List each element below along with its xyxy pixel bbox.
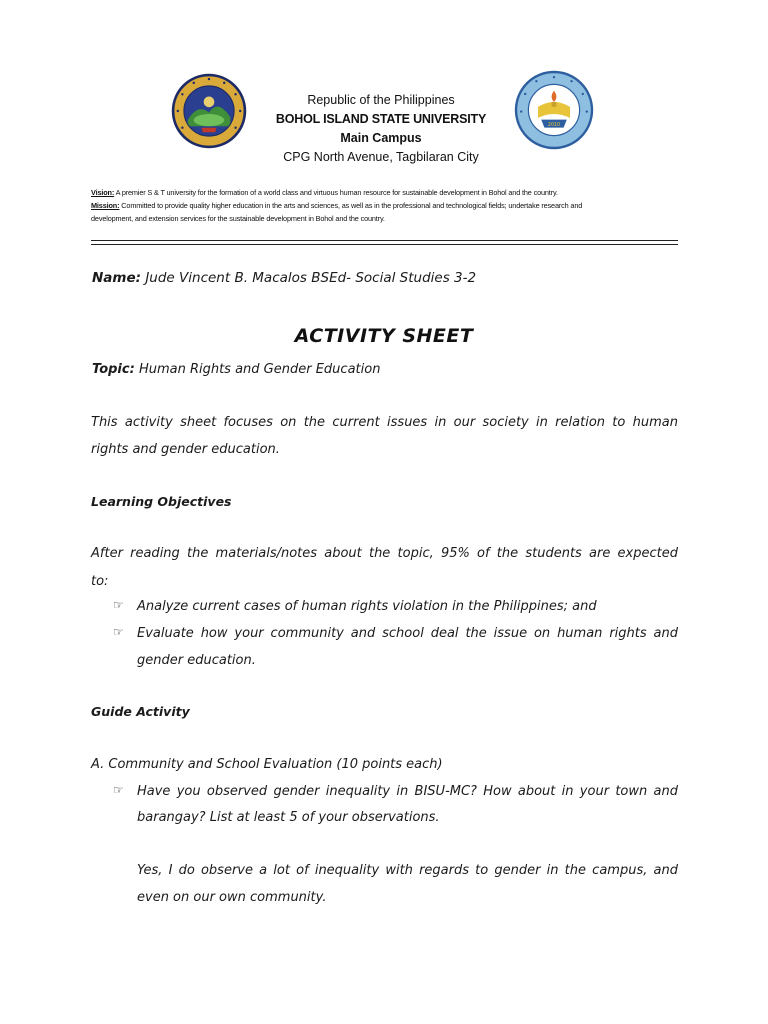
objective-item-1: Analyze current cases of human rights violation in the Philippines; and — [137, 599, 597, 614]
student-name-line — [92, 272, 476, 286]
question-line-1: Have you observed gender inequality in BISU-MC? How about in your town and — [137, 784, 678, 799]
pointing-hand-icon: ☞ — [113, 783, 124, 797]
header-divider-bottom — [91, 244, 678, 245]
learning-objectives-heading: Learning Objectives — [91, 494, 232, 509]
objectives-lead-line-2: to: — [91, 574, 109, 589]
answer-line-1: Yes, I do observe a lot of inequality with regards to gender in the campus, and — [137, 863, 678, 878]
college-seal-icon — [514, 70, 594, 150]
pointing-hand-icon: ☞ — [113, 598, 124, 612]
header-divider-top — [91, 240, 678, 241]
mission-text-line-2: development, and extension services for the sustainable development in Bohol and the country. — [91, 214, 385, 223]
mission-label: Mission: — [91, 201, 120, 210]
question-line-2: barangay? List at least 5 of your observations. — [137, 810, 440, 825]
answer-line-2: even on our own community. — [137, 890, 327, 905]
header-campus: Main Campus — [340, 131, 422, 145]
intro-line-2: rights and gender education. — [91, 442, 280, 457]
topic-label: Topic: — [92, 362, 135, 377]
vision-statement — [91, 186, 681, 199]
vision-text: A premier S & T university for the formation of a world class and virtuous human resource for sustainable development in Bohol and the country. — [115, 188, 558, 197]
university-seal-graphic — [171, 73, 247, 149]
name-label: Name: — [92, 270, 142, 286]
name-value: Jude Vincent B. Macalos BSEd- Social Studies 3-2 — [145, 270, 477, 286]
topic-value: Human Rights and Gender Education — [138, 362, 381, 377]
intro-line-1: This activity sheet focuses on the current issues in our society in relation to human — [91, 415, 678, 430]
pointing-hand-icon: ☞ — [113, 625, 124, 639]
section-a-heading: A. Community and School Evaluation (10 points each) — [91, 757, 443, 772]
objective-item-2-line-1: Evaluate how your community and school deal the issue on human rights and — [137, 626, 678, 641]
guide-activity-heading: Guide Activity — [91, 704, 190, 719]
mission-text-line-1: Committed to provide quality higher education in the arts and sciences, as well as in the professional and technological fields; undertake research and — [121, 201, 583, 210]
objectives-lead-line-1: After reading the materials/notes about the topic, 95% of the students are expected — [91, 546, 678, 561]
vision-label: Vision: — [91, 188, 115, 197]
topic-line — [92, 363, 380, 376]
header-address: CPG North Avenue, Tagbilaran City — [283, 150, 479, 164]
university-seal-icon — [171, 73, 247, 149]
header-university-name: BOHOL ISLAND STATE UNIVERSITY — [275, 112, 487, 126]
college-seal-graphic — [514, 70, 594, 150]
header-republic: Republic of the Philippines — [307, 93, 455, 107]
svg-text:2010: 2010 — [547, 123, 561, 128]
mission-statement — [91, 199, 681, 225]
objective-item-2-line-2: gender education. — [137, 653, 256, 668]
document-title: ACTIVITY SHEET — [294, 325, 474, 347]
